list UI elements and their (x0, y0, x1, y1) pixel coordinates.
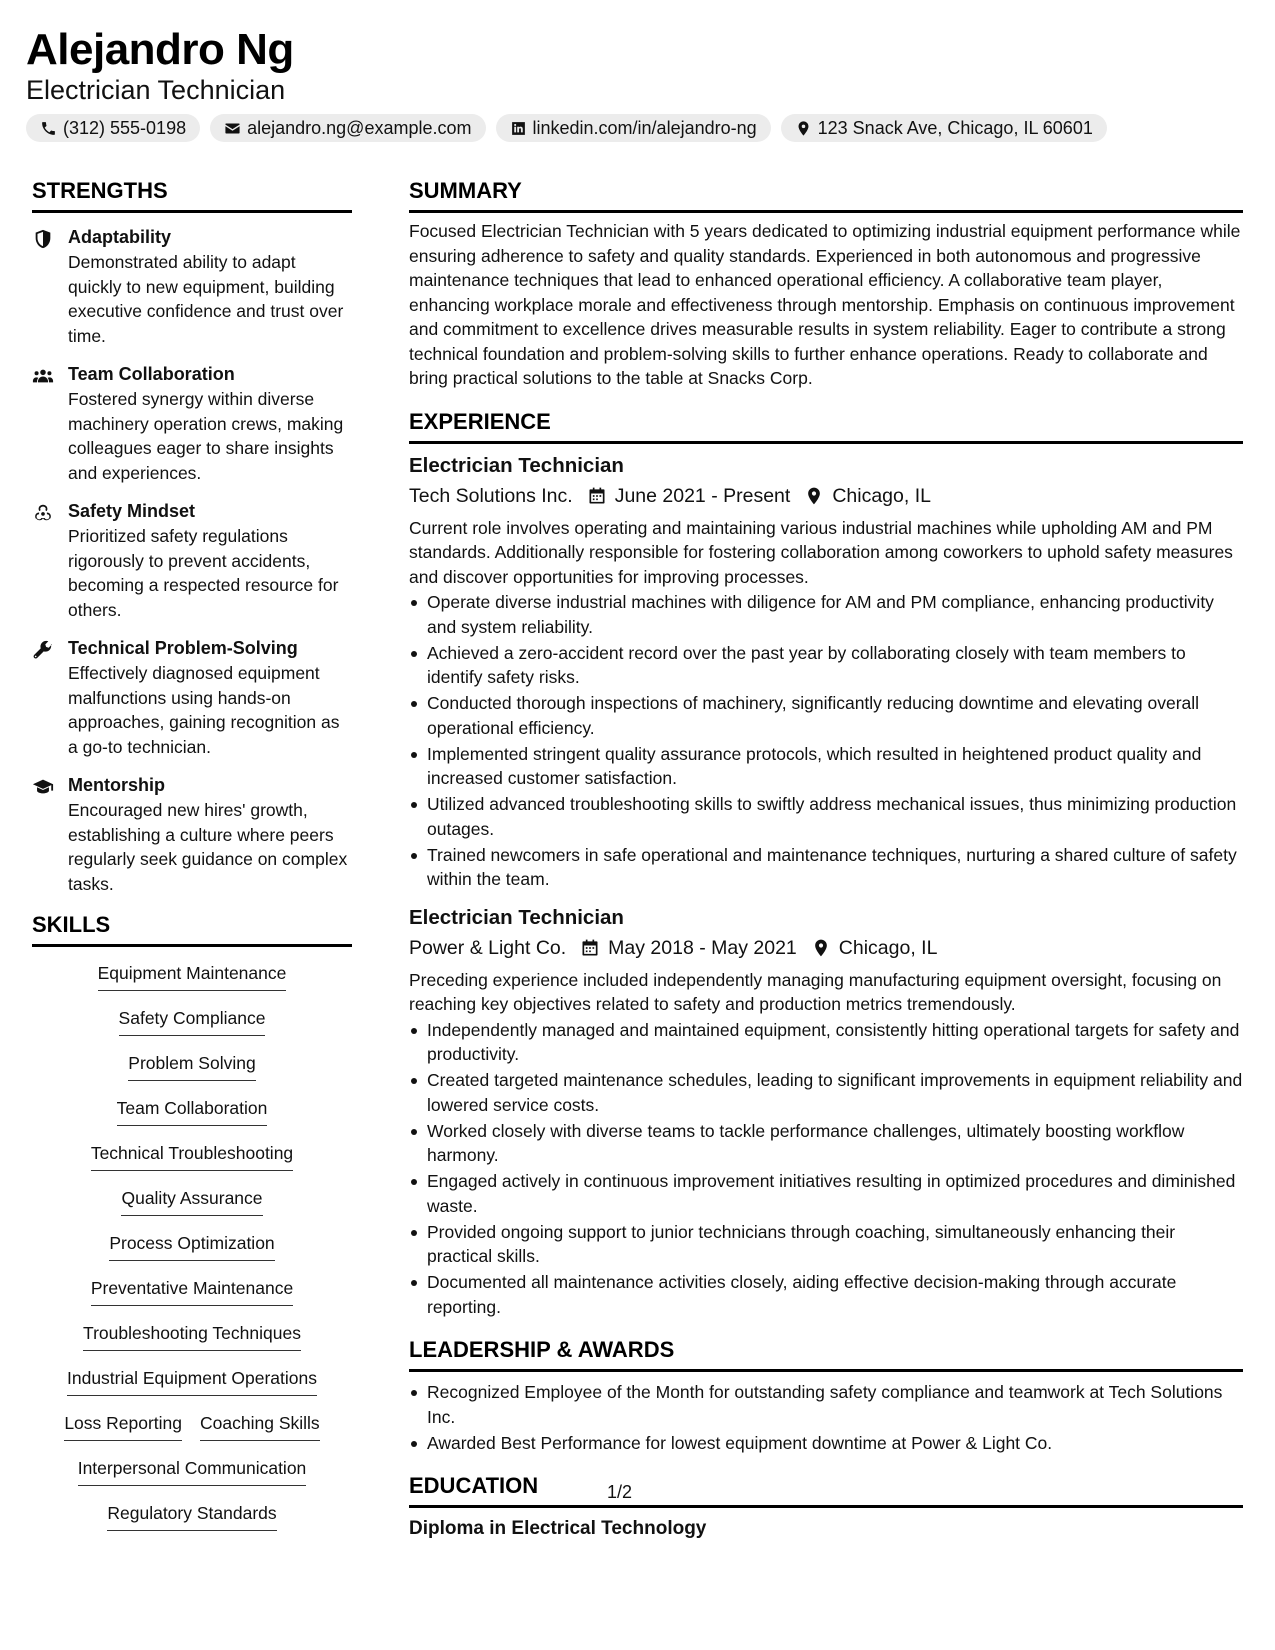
skill-tag: Technical Troubleshooting (91, 1141, 293, 1171)
strength-item (32, 499, 352, 622)
skill-tag: Preventative Maintenance (91, 1276, 293, 1306)
bullet-item: Achieved a zero-accident record over the past year by collaborating closely with team members to identify safety risks. (409, 641, 1243, 690)
job-entry (409, 904, 1243, 1320)
bullet-item: Conducted thorough inspections of machinery, significantly reducing downtime and elevating overall operational efficiency. (409, 691, 1243, 740)
skill-tag: Process Optimization (109, 1231, 274, 1261)
contact-address-text: 123 Snack Ave, Chicago, IL 60601 (817, 117, 1093, 138)
education-heading: EDUCATION (409, 1471, 1243, 1508)
job-meta (409, 934, 1243, 962)
job-dates: June 2021 - Present (614, 484, 791, 507)
contact-email-text: alejandro.ng@example.com (247, 117, 472, 138)
strength-item (32, 225, 352, 348)
skills-list (32, 961, 352, 1546)
job-location: Chicago, IL (832, 484, 931, 507)
right-column (409, 176, 1243, 1542)
bullet-item: Independently managed and maintained equipment, consistently hitting operational targets for safety and productivity. (409, 1018, 1243, 1067)
strength-item (32, 636, 352, 759)
job-title: Electrician Technician (409, 453, 624, 477)
skill-tag: Troubleshooting Techniques (83, 1321, 301, 1351)
leadership-heading: LEADERSHIP & AWARDS (409, 1335, 1243, 1372)
contact-bar (26, 114, 1246, 142)
strength-title: Mentorship (68, 775, 165, 795)
calendar-icon (587, 486, 607, 506)
skill-tag: Regulatory Standards (107, 1501, 276, 1531)
location-pin-icon (804, 486, 824, 506)
contact-phone[interactable] (26, 114, 200, 142)
job-company: Power & Light Co. (409, 936, 567, 959)
bullet-item: Recognized Employee of the Month for outstanding safety compliance and teamwork at Tech Solutions Inc. (409, 1380, 1243, 1429)
skill-tag: Coaching Skills (200, 1411, 320, 1441)
bullet-item: Awarded Best Performance for lowest equipment downtime at Power & Light Co. (409, 1431, 1243, 1456)
bullet-item: Utilized advanced troubleshooting skills to swiftly address mechanical issues, thus minimizing production outages. (409, 792, 1243, 841)
bullet-item: Created targeted maintenance schedules, leading to significant improvements in equipment reliability and lowered service costs. (409, 1068, 1243, 1117)
bullet-item: Engaged actively in continuous improvement initiatives resulting in optimized procedures and diminished waste. (409, 1169, 1243, 1218)
job-meta (409, 482, 1243, 510)
envelope-icon (224, 120, 241, 137)
job-description: Preceding experience included independently managing manufacturing equipment oversight, focusing on reaching key objectives related to safety and production metrics tremendously. (409, 969, 1222, 1014)
location-pin-icon (811, 938, 831, 958)
job-dates: May 2018 - May 2021 (608, 936, 797, 959)
bullet-item: Operate diverse industrial machines with diligence for AM and PM compliance, enhancing productivity and system reliability. (409, 590, 1243, 639)
bullet-item: Implemented stringent quality assurance protocols, which resulted in heightened product quality and increased customer satisfaction. (409, 742, 1243, 791)
left-column (32, 176, 352, 1546)
strength-desc: Effectively diagnosed equipment malfunctions using hands-on approaches, gaining recognition as a go-to technician. (68, 663, 340, 757)
strength-desc: Demonstrated ability to adapt quickly to new equipment, building executive confidence and trust over time. (68, 252, 344, 346)
calendar-icon (580, 938, 600, 958)
bullet-item: Documented all maintenance activities closely, aiding effective decision-making through accurate reporting. (409, 1270, 1243, 1319)
strength-desc: Fostered synergy within diverse machinery operation crews, making colleagues eager to share insights and experiences. (68, 389, 344, 483)
bullet-item: Worked closely with diverse teams to tackle performance challenges, ultimately boosting workflow harmony. (409, 1119, 1243, 1168)
candidate-name: Alejandro Ng (26, 25, 294, 74)
strength-title: Team Collaboration (68, 364, 235, 384)
skill-tag: Loss Reporting (64, 1411, 182, 1441)
candidate-role: Electrician Technician (26, 75, 286, 105)
experience-heading: EXPERIENCE (409, 407, 1243, 444)
bullet-item: Trained newcomers in safe operational and maintenance techniques, nurturing a shared culture of safety within the team. (409, 843, 1243, 892)
phone-icon (40, 120, 57, 137)
page-number: 1/2 (607, 1482, 633, 1502)
strength-desc: Encouraged new hires' growth, establishing a culture where peers regularly seek guidance on complex tasks. (68, 800, 348, 894)
contact-email[interactable] (210, 114, 485, 142)
strengths-list (32, 225, 352, 896)
summary-heading: SUMMARY (409, 176, 1243, 213)
skill-tag: Team Collaboration (117, 1096, 268, 1126)
skill-tag: Problem Solving (128, 1051, 255, 1081)
skill-tag: Industrial Equipment Operations (67, 1366, 317, 1396)
job-title: Electrician Technician (409, 905, 624, 929)
skill-tag: Quality Assurance (121, 1186, 262, 1216)
strengths-heading: STRENGTHS (32, 176, 352, 213)
skill-tag: Equipment Maintenance (98, 961, 287, 991)
strength-item (32, 773, 352, 896)
job-location: Chicago, IL (838, 936, 938, 959)
biohazard-icon (32, 502, 54, 524)
linkedin-icon (510, 120, 527, 137)
education-degree: Diploma in Electrical Technology (409, 1518, 707, 1539)
job-bullets (409, 590, 1243, 892)
job-company: Tech Solutions Inc. (409, 484, 573, 507)
job-description: Current role involves operating and maintaining various industrial machines while upholding AM and PM standards. Additionally responsible for fostering collaboration among coworkers to uphold safety measures and discover opportunities for improving processes. (409, 517, 1233, 587)
strength-title: Technical Problem-Solving (68, 638, 298, 658)
contact-linkedin[interactable] (496, 114, 771, 142)
bullet-item: Provided ongoing support to junior technicians through coaching, simultaneously enhancing their practical skills. (409, 1220, 1243, 1269)
job-entry (409, 452, 1243, 892)
leadership-list (409, 1380, 1243, 1455)
job-bullets (409, 1018, 1243, 1320)
strength-desc: Prioritized safety regulations rigorously to prevent accidents, becoming a respected resource for others. (68, 526, 339, 620)
skill-tag: Interpersonal Communication (78, 1456, 307, 1486)
shield-icon (32, 228, 54, 250)
strength-title: Adaptability (68, 227, 172, 247)
strength-title: Safety Mindset (68, 501, 196, 521)
contact-phone-text: (312) 555-0198 (63, 117, 187, 138)
contact-address[interactable] (781, 114, 1107, 142)
location-pin-icon (795, 120, 812, 137)
summary-text: Focused Electrician Technician with 5 years dedicated to optimizing industrial equipment performance while ensuring adherence to safety and quality standards. Experienced in both autonomous and progressive maintenance techniques that lead to enhanced operational efficiency. A collaborative team player, enhancing workplace morale and effectiveness through mentorship. Emphasis on continuous improvement and commitment to excellence drives measurable results in system reliability. Eager to contribute a strong technical foundation and problem-solving skills to further enhance operations. Ready to collaborate and bring practical solutions to the table at Snacks Corp. (409, 221, 1241, 388)
contact-linkedin-text: linkedin.com/in/alejandro-ng (532, 117, 757, 138)
strength-item (32, 362, 352, 485)
users-icon (32, 365, 54, 387)
wrench-icon (32, 639, 54, 661)
resume-header (26, 26, 1246, 142)
skills-heading: SKILLS (32, 910, 352, 947)
graduation-cap-icon (32, 776, 54, 798)
skill-tag: Safety Compliance (119, 1006, 266, 1036)
